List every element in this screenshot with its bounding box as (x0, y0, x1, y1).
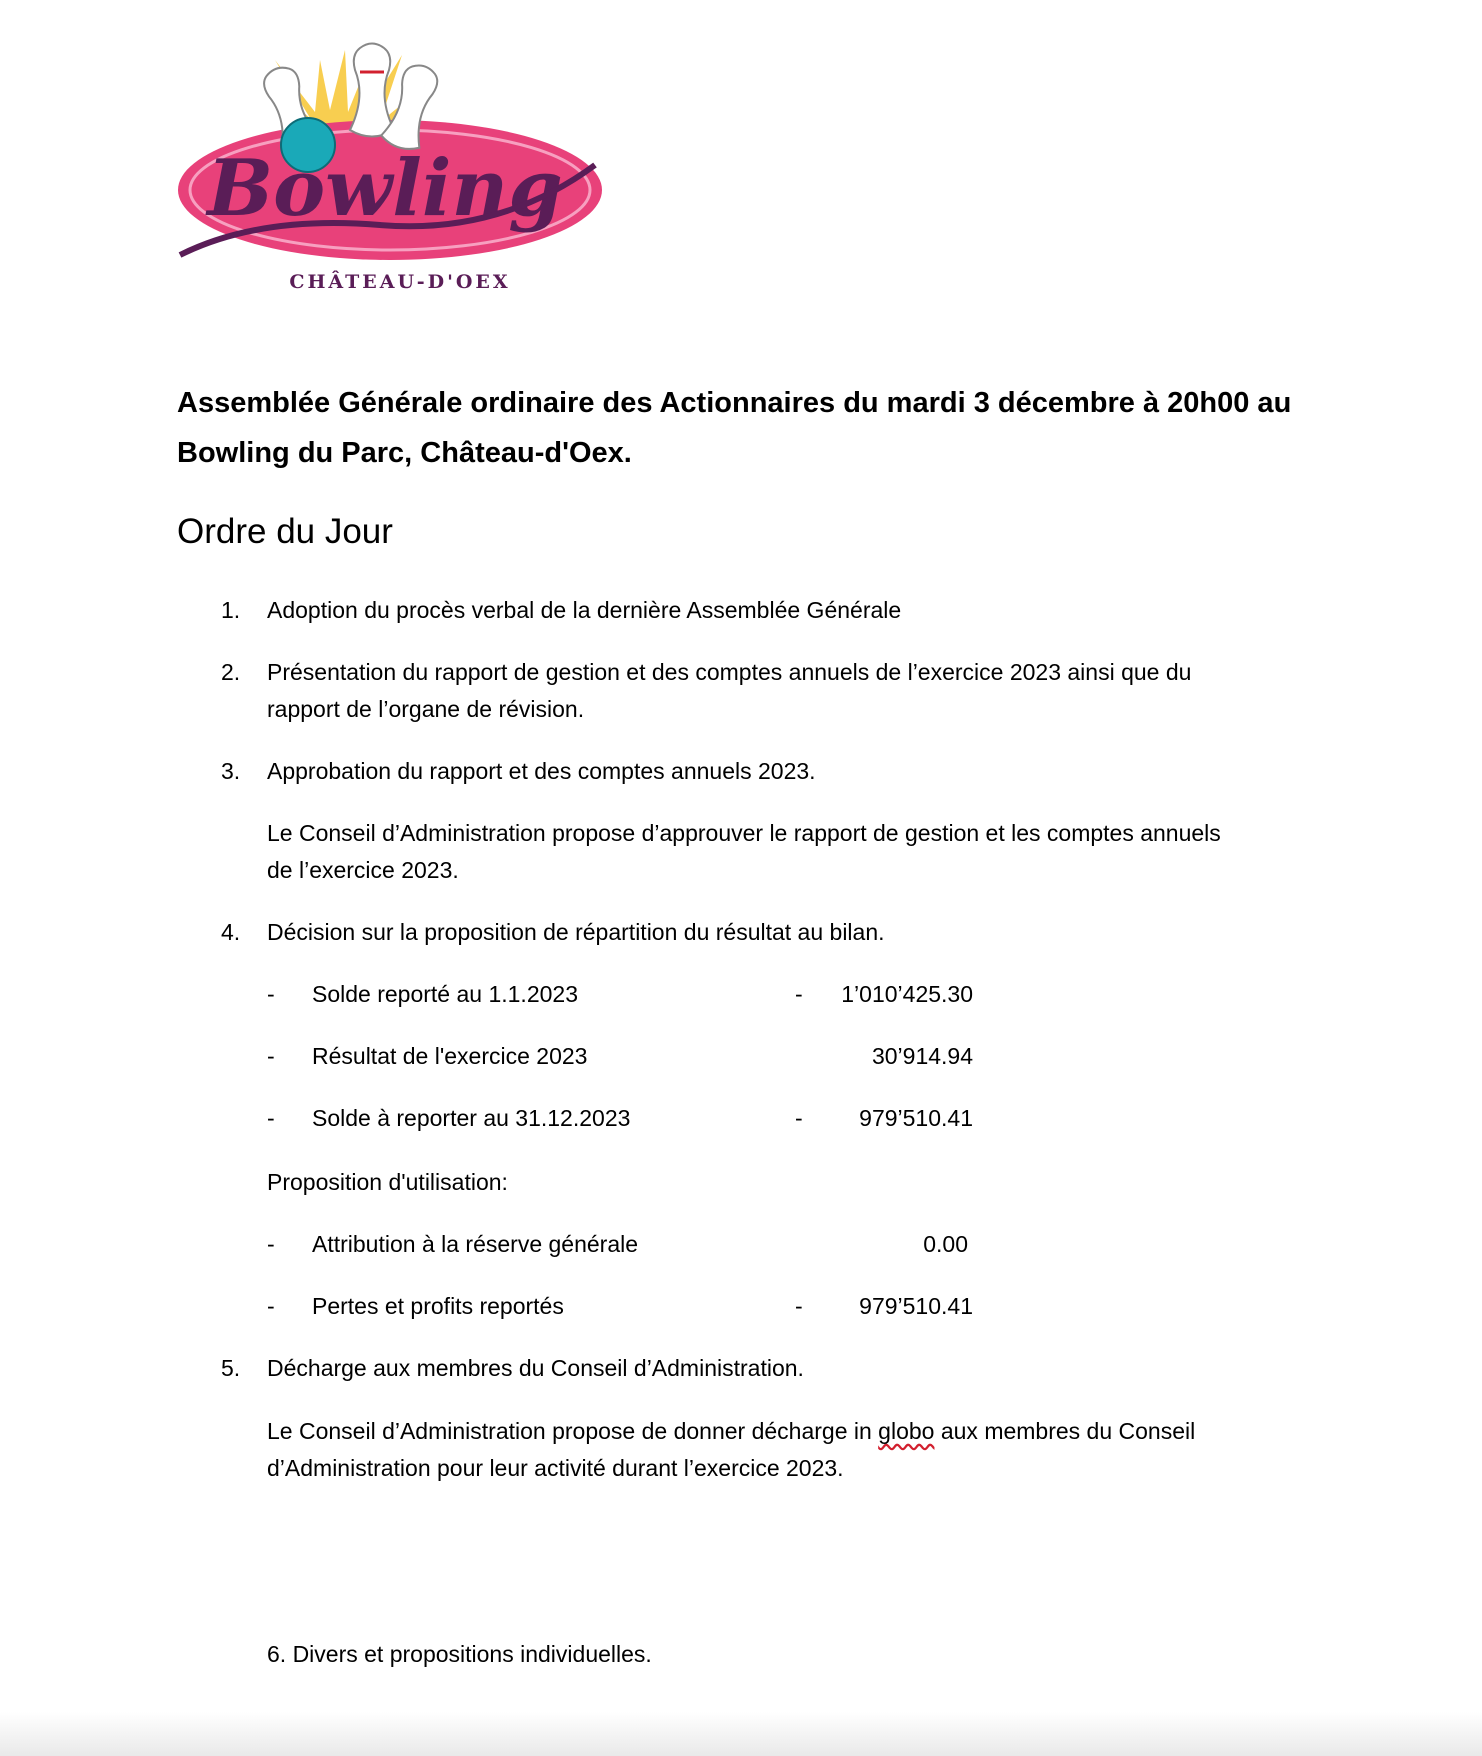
item-number: 5. (221, 1355, 241, 1381)
item-text: Adoption du procès verbal de la dernière Assemblée Générale (267, 597, 902, 623)
item-number: 2. (221, 659, 241, 685)
row-sign: - (795, 1293, 803, 1319)
bowling-logo (170, 40, 620, 300)
paragraph-text: aux membres du Conseil (934, 1418, 1196, 1444)
logo-wordmark: Bowling (207, 143, 563, 234)
item-paragraph: de l’exercice 2023. (267, 857, 459, 883)
item-text: Décision sur la proposition de répartition du résultat au bilan. (267, 919, 885, 945)
paragraph-text: Le Conseil d’Administration propose de donner décharge in (267, 1418, 879, 1444)
proposal-label: Proposition d'utilisation: (267, 1169, 508, 1195)
row-dash: - (267, 1105, 275, 1131)
row-dash: - (267, 1231, 275, 1257)
row-dash: - (267, 981, 275, 1007)
item-text: Décharge aux membres du Conseil d’Administration. (267, 1355, 804, 1381)
bowling-logo-graphic (170, 40, 620, 300)
row-amount: 30’914.94 (871, 1043, 973, 1069)
item-text: rapport de l’organe de révision. (267, 696, 585, 722)
row-sign: - (795, 981, 803, 1007)
item-number: 4. (221, 919, 241, 945)
item-text: 6. Divers et propositions individuelles. (267, 1641, 652, 1667)
item-paragraph: Le Conseil d’Administration propose d’approuver le rapport de gestion et les comptes annuels (267, 820, 1221, 846)
row-label: Pertes et profits reportés (312, 1293, 564, 1319)
row-amount: 0.00 (923, 1231, 968, 1257)
row-amount: 979’510.41 (859, 1105, 973, 1131)
row-dash: - (267, 1293, 275, 1319)
row-label: Solde à reporter au 31.12.2023 (312, 1105, 631, 1131)
spellcheck-flagged-word[interactable]: globo (878, 1418, 935, 1444)
item-number: 3. (221, 758, 241, 784)
document-title: Assemblée Générale ordinaire des Actionnaires du mardi 3 décembre à 20h00 au Bowling du Parc, Château-d'Oex. (177, 387, 1292, 469)
row-amount: 1’010’425.30 (841, 981, 973, 1007)
row-label: Solde reporté au 1.1.2023 (312, 981, 578, 1007)
item-text: Présentation du rapport de gestion et des comptes annuels de l’exercice 2023 ainsi que du (267, 659, 1192, 685)
agenda-heading: Ordre du Jour (177, 512, 393, 551)
row-label: Résultat de l'exercice 2023 (312, 1043, 588, 1069)
row-label: Attribution à la réserve générale (312, 1231, 639, 1257)
item-text: Approbation du rapport et des comptes annuels 2023. (267, 758, 816, 784)
item-paragraph (267, 1413, 1195, 1450)
row-sign: - (795, 1105, 803, 1131)
item-paragraph: d’Administration pour leur activité durant l’exercice 2023. (267, 1455, 844, 1481)
page-bottom-shadow (0, 1712, 1482, 1756)
item-number: 1. (221, 597, 241, 623)
row-dash: - (267, 1043, 275, 1069)
logo-place: CHÂTEAU-D'OEX (289, 271, 511, 293)
row-amount: 979’510.41 (859, 1293, 973, 1319)
